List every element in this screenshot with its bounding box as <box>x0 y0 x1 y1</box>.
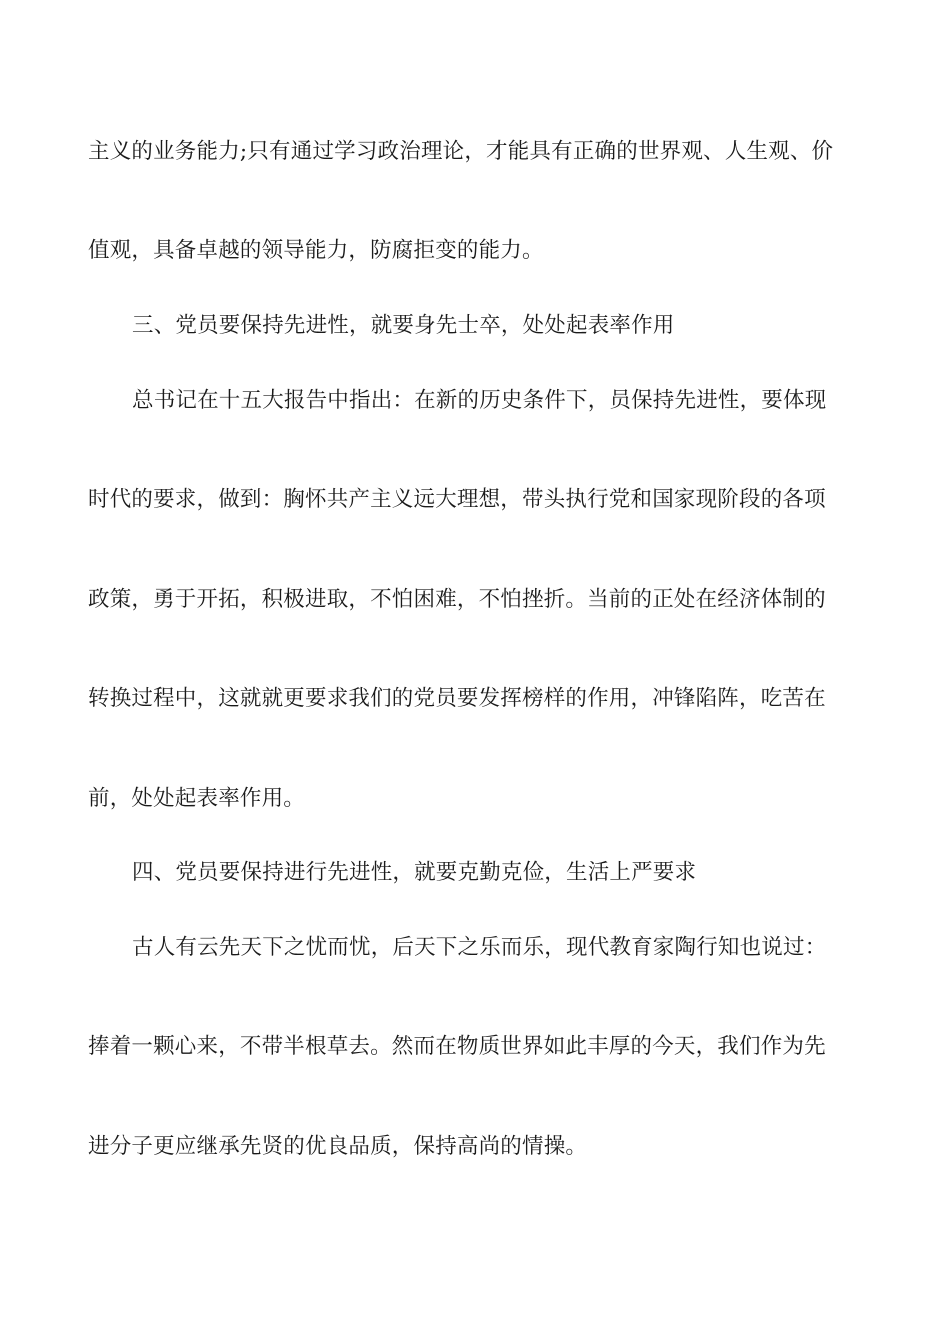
paragraph-line: 政策，勇于开拓，积极进取，不怕困难，不怕挫折。当前的正处在经济体制的 <box>88 587 826 612</box>
paragraph-line: 总书记在十五大报告中指出：在新的历史条件下，员保持先进性，要体现 <box>132 388 827 413</box>
paragraph-line: 时代的要求，做到：胸怀共产主义远大理想，带头执行党和国家现阶段的各项 <box>88 487 826 512</box>
paragraph-line: 前，处处起表率作用。 <box>88 786 306 811</box>
paragraph-line: 捧着一颗心来，不带半根草去。然而在物质世界如此丰厚的今天，我们作为先 <box>88 1034 826 1059</box>
paragraph-line: 古人有云先天下之忧而忧，后天下之乐而乐，现代教育家陶行知也说过： <box>132 935 827 960</box>
section-heading: 三、党员要保持先进性，就要身先士卒，处处起表率作用 <box>132 313 675 338</box>
paragraph-line: 进分子更应继承先贤的优良品质，保持高尚的情操。 <box>88 1134 588 1159</box>
paragraph-line: 主义的业务能力;只有通过学习政治理论，才能具有正确的世界观、人生观、价 <box>88 139 834 164</box>
section-heading: 四、党员要保持进行先进性，就要克勤克俭，生活上严要求 <box>132 860 697 885</box>
paragraph-line: 值观，具备卓越的领导能力，防腐拒变的能力。 <box>88 238 544 263</box>
paragraph-line: 转换过程中，这就就更要求我们的党员要发挥榜样的作用，冲锋陷阵，吃苦在 <box>88 686 826 711</box>
